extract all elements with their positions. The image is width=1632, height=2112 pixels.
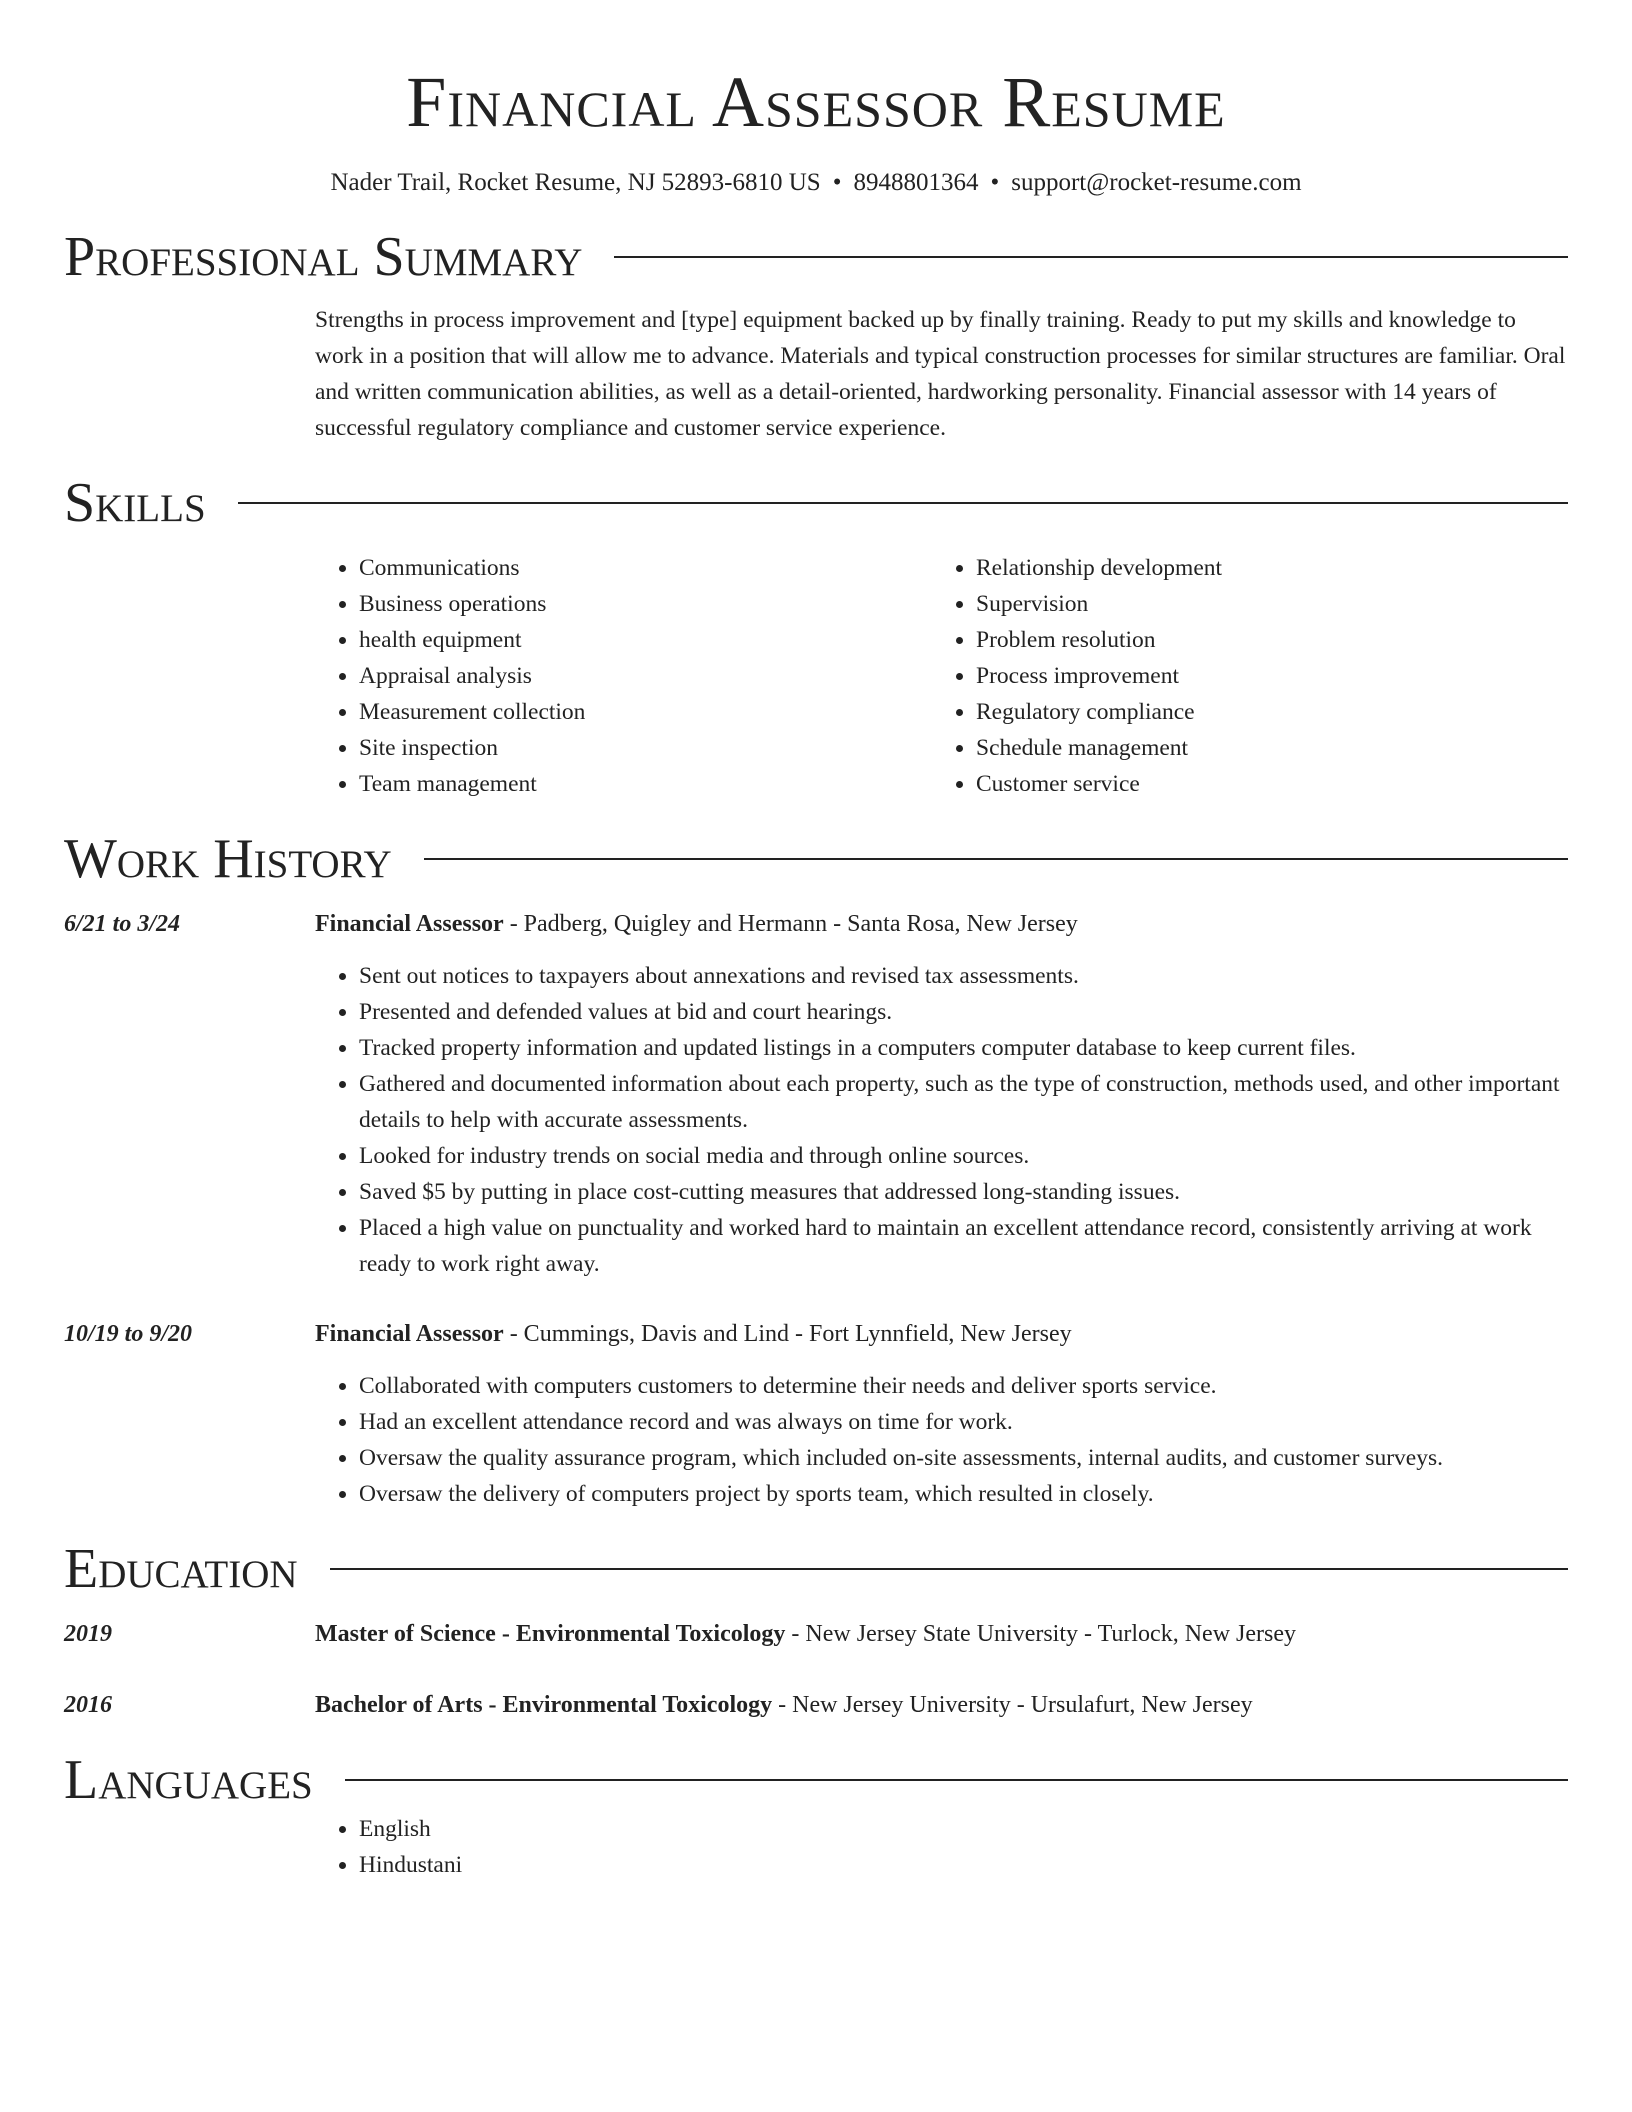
job-bullets (315, 1368, 1568, 1512)
section-divider (424, 858, 1568, 860)
section-divider (614, 256, 1568, 258)
languages-heading: Languages (64, 1749, 313, 1811)
education-degree: Bachelor of Arts - Environmental Toxicology (315, 1692, 773, 1718)
job-title: Financial Assessor (315, 1321, 504, 1347)
summary-heading-row (64, 226, 1568, 288)
work-heading-row (64, 828, 1568, 890)
education-school: - New Jersey State University - Turlock, New Jersey (785, 1621, 1296, 1647)
skills-heading-row (64, 472, 1568, 534)
skill-item: • Problem resolution (976, 622, 1549, 658)
resume-title: Financial Assessor Resume (406, 62, 1226, 142)
skill-item: • Supervision (976, 586, 1549, 622)
skill-item: • Measurement collection (359, 694, 932, 730)
job-bullet: • Looked for industry trends on social media and through online sources. (359, 1138, 1568, 1174)
job-bullet: • Saved $5 by putting in place cost-cutting measures that addressed long-standing issues. (359, 1174, 1568, 1210)
education-content (315, 1687, 1568, 1723)
education-heading: Education (64, 1538, 298, 1600)
education-year: 2016 (64, 1692, 112, 1718)
education-section (64, 1538, 1568, 1723)
summary-section (64, 226, 1568, 446)
languages-list (315, 1811, 1568, 1883)
job-content (315, 1316, 1568, 1512)
job-content (315, 906, 1568, 1282)
languages-heading-row (64, 1749, 1568, 1811)
job-bullet: • Gathered and documented information about each property, such as the type of construction, methods used, and other important details to help with accurate assessments. (359, 1066, 1568, 1138)
education-heading-row (64, 1538, 1568, 1600)
languages-section (64, 1749, 1568, 1883)
skill-item: • health equipment (359, 622, 932, 658)
skill-item: • Relationship development (976, 550, 1549, 586)
education-year: 2019 (64, 1621, 112, 1647)
job-entry (64, 1316, 1568, 1512)
skills-grid (315, 550, 1568, 802)
job-bullet: • Tracked property information and updated listings in a computers computer database to keep current files. (359, 1030, 1568, 1066)
skill-item: • Appraisal analysis (359, 658, 932, 694)
education-degree: Master of Science - Environmental Toxicology (315, 1621, 786, 1647)
job-bullet: • Collaborated with computers customers to determine their needs and deliver sports service. (359, 1368, 1568, 1404)
contact-separator: • (832, 169, 842, 196)
job-company: - Cummings, Davis and Lind - Fort Lynnfield, New Jersey (503, 1321, 1072, 1347)
job-bullet: • Oversaw the quality assurance program, which included on-site assessments, internal audits, and customer surveys. (359, 1440, 1568, 1476)
skill-item: • Process improvement (976, 658, 1549, 694)
job-entry (64, 906, 1568, 1282)
skills-section (64, 472, 1568, 802)
skill-item: • Site inspection (359, 730, 932, 766)
job-bullet: • Sent out notices to taxpayers about annexations and revised tax assessments. (359, 958, 1568, 994)
work-heading: Work History (64, 828, 392, 890)
contact-separator: • (990, 169, 1000, 196)
skill-item: • Customer service (976, 766, 1549, 802)
skills-right-column (932, 550, 1549, 802)
skill-item: • Schedule management (976, 730, 1549, 766)
summary-text: Strengths in process improvement and [type] equipment backed up by finally training. Ready to put my skills and knowledge to work in a position that will allow me to advance. Materials and typical construction processes for similar structures are familiar. Oral and written communication abilities, as well as a detail-oriented, hardworking personality. Financial assessor with 14 years of successful regulatory compliance and customer service experience. (315, 307, 1566, 441)
education-entry (64, 1616, 1568, 1652)
section-divider (345, 1779, 1568, 1781)
section-divider (330, 1568, 1568, 1570)
contact-phone: 8948801364 (853, 169, 979, 196)
job-bullets (315, 958, 1568, 1282)
section-divider (238, 502, 1568, 504)
language-item: • Hindustani (359, 1847, 1568, 1883)
job-title: Financial Assessor (315, 911, 504, 937)
education-school: - New Jersey University - Ursulafurt, New Jersey (772, 1692, 1253, 1718)
skills-heading: Skills (64, 472, 206, 534)
skill-item: • Communications (359, 550, 932, 586)
skill-item: • Business operations (359, 586, 932, 622)
contact-address: Nader Trail, Rocket Resume, NJ 52893-6810 US (330, 169, 821, 196)
language-item: • English (359, 1811, 1568, 1847)
job-bullet: • Placed a high value on punctuality and worked hard to maintain an excellent attendance record, consistently arriving at work ready to work right away. (359, 1210, 1568, 1282)
languages-body (64, 1811, 1568, 1883)
education-content (315, 1616, 1568, 1652)
education-entry (64, 1687, 1568, 1723)
skills-body (64, 550, 1568, 802)
skills-left-column (315, 550, 932, 802)
job-bullet: • Presented and defended values at bid and court hearings. (359, 994, 1568, 1030)
work-section (64, 828, 1568, 1512)
job-dates: 6/21 to 3/24 (64, 911, 181, 937)
job-bullet: • Oversaw the delivery of computers project by sports team, which resulted in closely. (359, 1476, 1568, 1512)
contact-line (64, 166, 1568, 200)
skill-item: • Regulatory compliance (976, 694, 1549, 730)
job-header (315, 1316, 1568, 1352)
job-company: - Padberg, Quigley and Hermann - Santa Rosa, New Jersey (503, 911, 1078, 937)
contact-email[interactable]: support@rocket-resume.com (1011, 169, 1302, 196)
summary-heading: Professional Summary (64, 226, 583, 288)
summary-body (64, 302, 1568, 446)
job-bullet: • Had an excellent attendance record and was always on time for work. (359, 1404, 1568, 1440)
skill-item: • Team management (359, 766, 932, 802)
job-header (315, 906, 1568, 942)
job-dates: 10/19 to 9/20 (64, 1321, 193, 1347)
